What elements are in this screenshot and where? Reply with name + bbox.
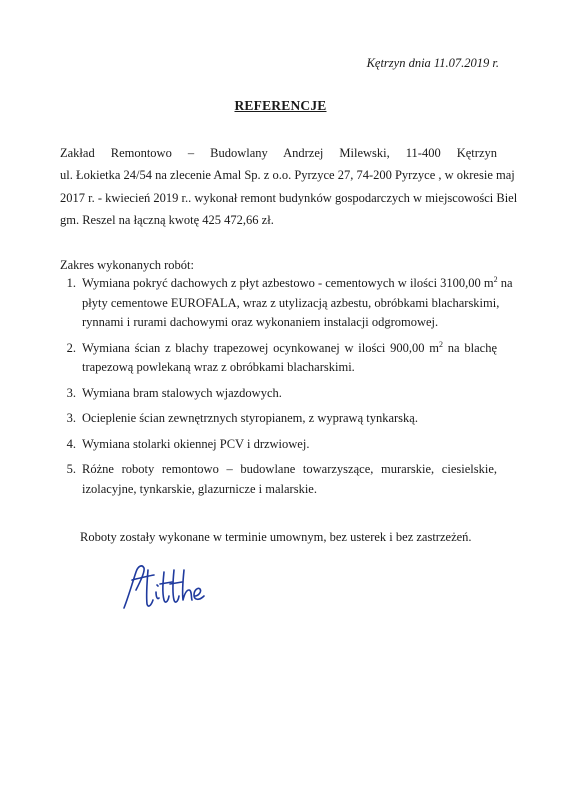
item-line: rynnami i rurami dachowymi oraz wykonaniem instalacji odgromowej. <box>82 315 439 329</box>
item-line: trapezową powlekaną wraz z obróbkami blacharskimi. <box>82 360 355 374</box>
item-text: Wymiana pokryć dachowych z płyt azbestowo - cementowych w ilości 3100,00 m <box>82 276 494 290</box>
intro-line: 2017 r. - kwiecień 2019 r.. wykonał remont budynków gospodarczych w miejscowości Biel <box>60 190 518 205</box>
item-number: 4. <box>66 436 76 451</box>
intro-line: ul. Łokietka 24/54 na zlecenie Amal Sp. z o.o. Pyrzyce 27, 74-200 Pyrzyce , w okresie maj <box>60 168 515 183</box>
scope-list <box>60 274 513 499</box>
item-line <box>82 274 513 294</box>
item-text: Wymiana ścian z blachy trapezowej ocynkowanej w ilości 900,00 m <box>82 340 440 355</box>
list-item <box>60 339 497 378</box>
item-line: Ocieplenie ścian zewnętrznych styropianem, z wyprawą tynkarską. <box>82 411 418 425</box>
list-item <box>60 409 497 429</box>
item-line: płyty cementowe EUROFALA, wraz z utylizacją azbestu, obróbkami blacharskimi, <box>82 295 500 310</box>
place-and-date: Kętrzyn dnia 11.07.2019 r. <box>366 56 499 70</box>
item-line: izolacyjne, tynkarskie, glazurnicze i malarskie. <box>82 481 317 496</box>
intro-line: gm. Reszel na łączną kwotę 425 472,66 zł. <box>60 212 274 227</box>
list-item <box>60 384 497 404</box>
scope-heading: Zakres wykonanych robót: <box>60 258 194 272</box>
item-line: Różne roboty remontowo – budowlane towarzyszące, murarskie, ciesielskie, <box>82 462 497 476</box>
list-item <box>60 274 513 333</box>
item-number: 1. <box>66 276 76 290</box>
signature-strokes <box>124 566 204 608</box>
item-line <box>82 339 497 359</box>
item-text: na <box>497 276 513 290</box>
list-item <box>60 435 497 455</box>
closing-statement: Roboty zostały wykonane w terminie umownym, bez usterek i bez zastrzeżeń. <box>80 530 472 544</box>
intro-paragraph <box>60 142 518 231</box>
item-line: Wymiana bram stalowych wjazdowych. <box>82 385 282 400</box>
item-line: Wymiana stolarki okiennej PCV i drzwiowej. <box>82 436 310 451</box>
document-title: REFERENCJE <box>234 98 327 113</box>
superscript: 2 <box>493 274 498 284</box>
item-text: na blachę <box>443 340 497 355</box>
item-number: 2. <box>66 340 76 355</box>
superscript: 2 <box>439 339 444 349</box>
list-item <box>60 460 497 499</box>
item-number: 3. <box>66 385 76 400</box>
item-number: 3. <box>66 411 76 425</box>
item-number: 5. <box>66 462 76 476</box>
signature-icon <box>118 558 210 614</box>
intro-line: Zakład Remontowo – Budowlany Andrzej Milewski, 11-400 Kętrzyn <box>60 146 497 160</box>
